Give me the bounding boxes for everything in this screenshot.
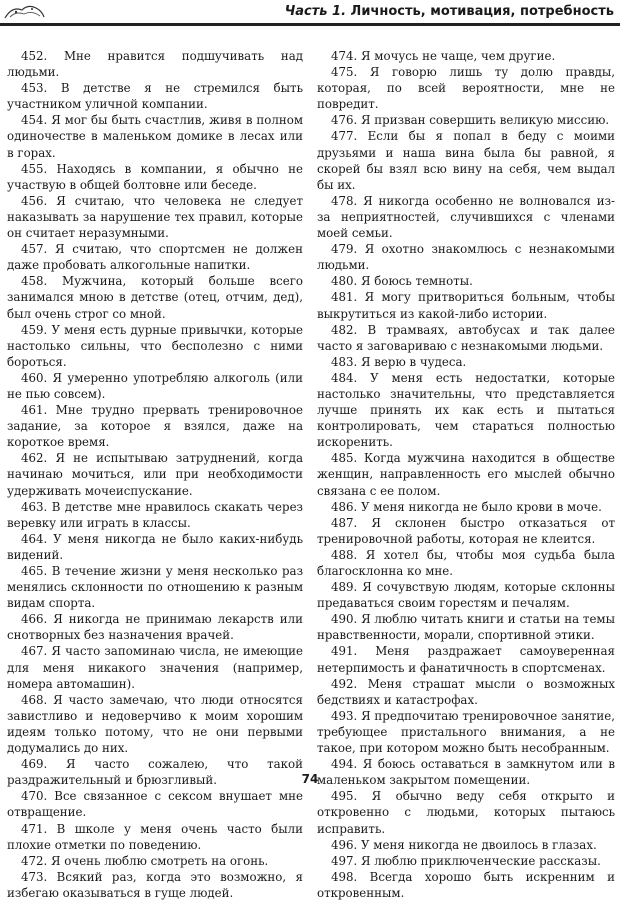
header-title-part: Часть 1.	[284, 4, 347, 19]
question-item: 482. В трамваях, автобусах и так далее часто я заговариваю с незнакомыми людьми.	[317, 322, 615, 353]
question-item: 477. Если бы я попал в беду с моими друзьями и наша вина была бы равной, я скорей бы взял всю вину на себя, чем выдал бы их.	[317, 129, 615, 192]
question-item: 458. Мужчина, который больше всего занимался мною в детстве (отец, отчим, дед), был очень строг со мной.	[7, 274, 303, 321]
question-item: 466. Я никогда не принимаю лекарств или снотворных без назначения врачей.	[7, 612, 303, 643]
header-title-text: Личность, мотивация, потребность	[346, 4, 614, 19]
question-item: 481. Я могу притвориться больным, чтобы выкрутиться из какой-либо истории.	[317, 290, 615, 321]
question-item: 480. Я боюсь темноты.	[331, 274, 473, 289]
question-item: 459. У меня есть дурные привычки, которые настолько сильны, что бесполезно с ними бороться.	[7, 322, 303, 369]
question-item: 484. У меня есть недостатки, которые настолько значительны, что представляется лучше принять их как есть и пытаться контролировать, чем стараться полностью искоренить.	[317, 370, 615, 450]
question-item: 455. Находясь в компании, я обычно не участвую в общей болтовне или беседе.	[7, 161, 303, 192]
question-item: 473. Всякий раз, когда это возможно, я избегаю оказываться в гуще людей.	[7, 869, 303, 900]
question-item: 460. Я умеренно употребляю алкоголь (или не пью совсем).	[7, 370, 303, 401]
question-item: 494. Я боюсь оставаться в замкнутом или в маленьком закрытом помещении.	[317, 757, 615, 788]
question-item: 498. Всегда хорошо быть искренним и откровенным.	[317, 869, 615, 900]
question-item: 487. Я склонен быстро отказаться от тренировочной работы, которая не клеится.	[317, 515, 615, 546]
question-item: 471. В школе у меня очень часто были плохие отметки по поведению.	[7, 821, 303, 852]
question-item: 492. Меня страшат мысли о возможных бедствиях и катастрофах.	[317, 676, 615, 707]
question-item: 467. Я часто запоминаю числа, не имеющие для меня никакого значения (например, номера автомашин).	[7, 644, 303, 691]
question-item: 453. В детстве я не стремился быть участником уличной компании.	[7, 81, 303, 112]
question-item: 462. Я не испытываю затруднений, когда начинаю мочиться, или при необходимости удерживать мочеиспускание.	[7, 451, 303, 498]
question-item: 461. Мне трудно прервать тренировочное задание, за которое я взялся, даже на короткое время.	[7, 403, 303, 450]
question-item: 454. Я мог бы быть счастлив, живя в полном одиночестве в маленьком домике в лесах или в горах.	[7, 113, 303, 160]
question-item: 463. В детстве мне нравилось скакать через веревку или играть в классы.	[7, 499, 303, 530]
question-item: 496. У меня никогда не двоилось в глазах.	[331, 837, 597, 852]
question-item: 476. Я призван совершить великую миссию.	[331, 113, 610, 128]
question-item: 478. Я никогда особенно не волновался из-за неприятностей, случившихся с членами моей семьи.	[317, 193, 615, 241]
question-item: 491. Меня раздражает самоуверенная нетерпимость и фанатичность в спортсменах.	[317, 644, 615, 675]
question-item: 472. Я очень люблю смотреть на огонь.	[21, 853, 269, 868]
question-item: 495. Я обычно веду себя открыто и откровенно с людьми, которых пытаюсь исправить.	[317, 789, 615, 836]
question-item: 456. Я считаю, что человека не следует наказывать за нарушение тех правил, которые он считает неразумными.	[7, 193, 303, 241]
question-item: 479. Я охотно знакомлюсь с незнакомыми людьми.	[317, 242, 615, 273]
question-item: 489. Я сочувствую людям, которые склонны предаваться своим горестям и печалям.	[317, 580, 615, 611]
question-item: 452. Мне нравится подшучивать над людьми.	[7, 49, 303, 80]
question-item: 493. Я предпочитаю тренировочное занятие, требующее пристального внимания, а не такое, при котором можно быть несобранным.	[317, 708, 615, 756]
question-item: 470. Все связанное с сексом внушает мне отвращение.	[7, 789, 303, 820]
question-item: 490. Я люблю читать книги и статьи на темы нравственности, морали, спортивной этики.	[317, 612, 615, 643]
running-header	[0, 0, 620, 26]
question-item: 488. Я хотел бы, чтобы моя судьба была благосклонна ко мне.	[317, 547, 615, 578]
question-item: 474. Я мочусь не чаще, чем другие.	[331, 49, 556, 63]
decorative-logo-icon	[2, 2, 46, 22]
page-footer	[0, 772, 620, 786]
question-item: 485. Когда мужчина находится в обществе женщин, направленность его мыслей обычно связана с ее полом.	[317, 451, 615, 498]
question-item: 468. Я часто замечаю, что люди относятся завистливо и недоверчиво к моим хорошим идеям только потому, что не они первыми додумались до них.	[7, 692, 303, 756]
question-item: 469. Я часто сожалею, что такой раздражительный и брюзгливый.	[7, 757, 303, 788]
question-item: 497. Я люблю приключенческие рассказы.	[331, 853, 601, 868]
question-item: 465. В течение жизни у меня несколько раз менялись склонности по отношению к разным видам спорта.	[7, 564, 303, 611]
question-item: 464. У меня никогда не было каких-нибудь видений.	[7, 531, 303, 562]
question-item: 457. Я считаю, что спортсмен не должен даже пробовать алкогольные напитки.	[7, 242, 303, 273]
header-title	[285, 4, 614, 19]
question-item: 486. У меня никогда не было крови в моче.	[331, 499, 602, 514]
page-number: 74	[301, 772, 319, 786]
question-item: 475. Я говорю лишь ту долю правды, которая, по всей вероятности, мне не повредит.	[317, 65, 615, 112]
question-item: 483. Я верю в чудеса.	[331, 354, 467, 369]
